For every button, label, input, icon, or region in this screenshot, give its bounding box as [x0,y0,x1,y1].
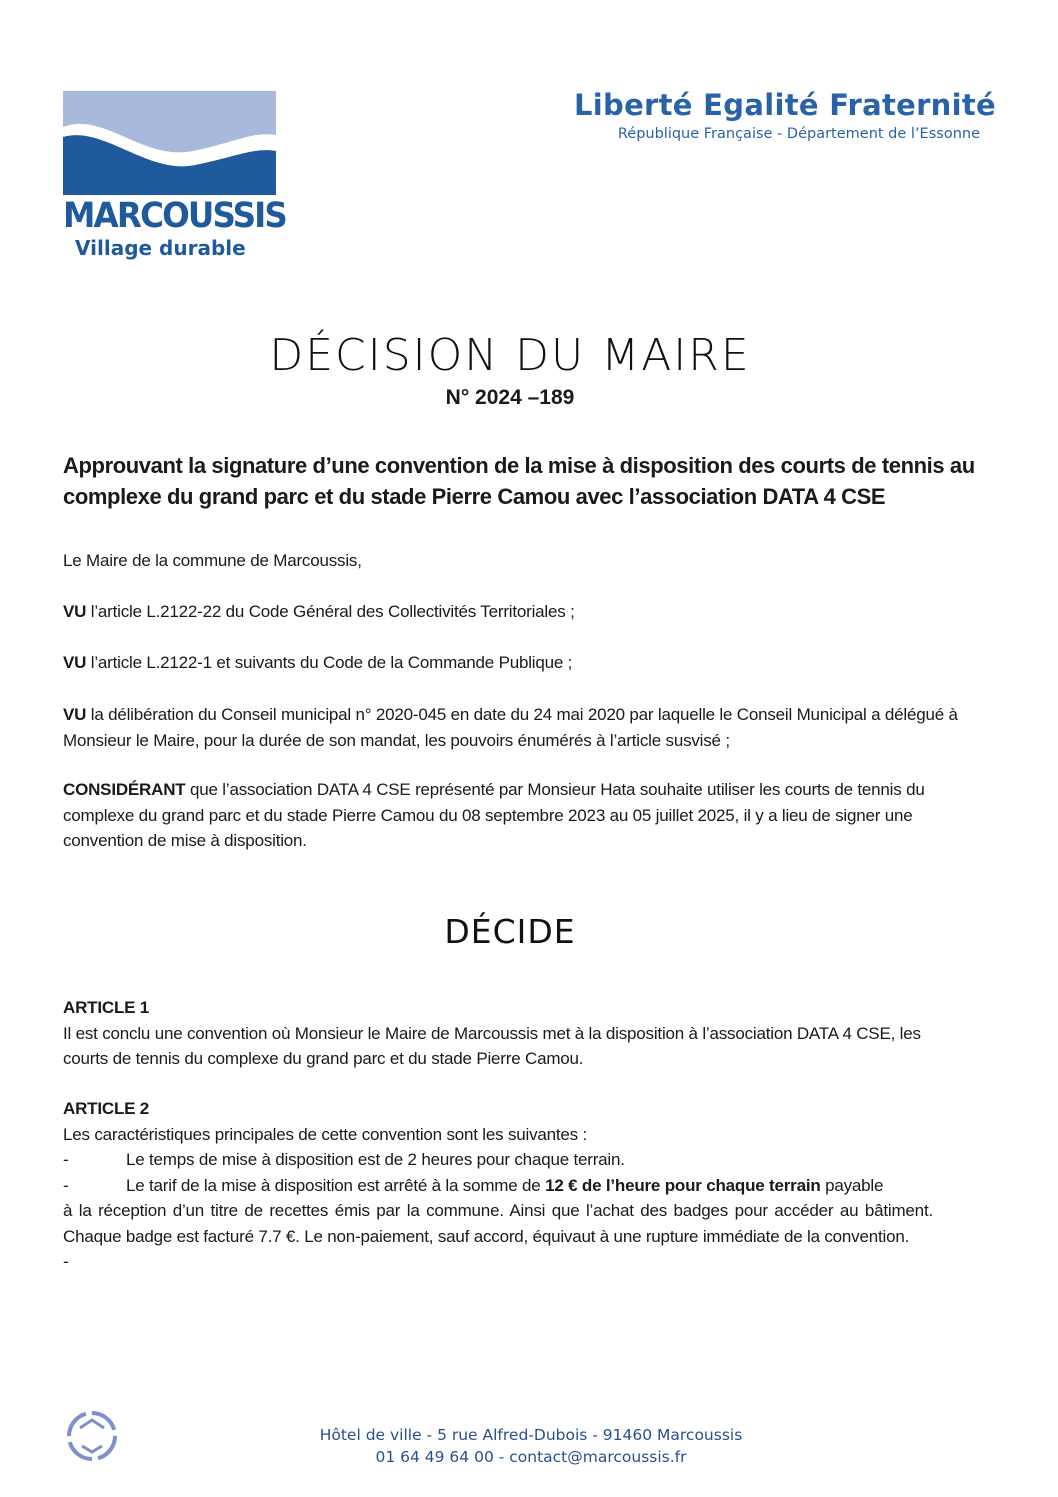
republic-motto: Liberté Egalité Fraternité [574,88,996,122]
article-1-text: Il est conclu une convention où Monsieur le Maire de Marcoussis met à la disposition à l’association DATA 4 CSE, les courts de tennis du complexe du grand parc et du stade Pierre Camou. [63,1023,921,1068]
footer-address: Hôtel de ville - 5 rue Alfred-Dubois - 91460 Marcoussis [319,1426,743,1444]
republic-subline: République Française - Département de l’Essonne [617,126,980,142]
vu-text: l’article L.2122-1 et suivants du Code de la Commande Publique ; [86,653,573,672]
logo-wave-icon [63,91,276,195]
vu-keyword: VU [63,653,87,672]
bullet-dash: - [63,1150,69,1169]
article-1 [63,995,968,1072]
article-2-intro: Les caractéristiques principales de cette convention sont les suivantes : [63,1124,588,1144]
footer-contact: 01 64 49 64 00 - contact@marcoussis.fr [375,1448,687,1466]
republic-header [574,88,996,142]
article-1-title: ARTICLE 1 [63,998,150,1017]
list-item [63,1147,933,1173]
vu-paragraph-3 [63,702,963,753]
intro-paragraph: Le Maire de la commune de Marcoussis, [63,551,362,570]
trailing-dash: - [63,1252,69,1271]
considerant-text: que l’association DATA 4 CSE représenté par Monsieur Hata souhaite utiliser les courts de tennis du complexe du grand parc et du stade Pierre Camou du 08 septembre 2023 au 05 juillet 2025, il y a lieu de signer une convention de mise à disposition. [63,780,925,850]
logo-name: MARCOUSSIS [63,196,287,236]
decision-number: N° 2024 –189 [445,386,575,409]
logo-tagline: Village durable [75,236,246,260]
document-title: DÉCISION DU MAIRE [269,330,751,381]
list-item [63,1173,933,1199]
article-2 [63,1096,933,1275]
considerant-keyword: CONSIDÉRANT [63,780,186,799]
considerant-paragraph [63,777,968,854]
vu-text: l’article L.2122-22 du Code Général des Collectivités Territoriales ; [86,602,575,621]
bullet-text-end: payable [820,1175,884,1195]
vu-keyword: VU [63,602,87,621]
decide-heading: DÉCIDE [444,912,576,951]
vu-paragraph-2 [63,650,963,676]
bullet-text: Le temps de mise à disposition est de 2 heures pour chaque terrain. [126,1150,625,1169]
article-2-title: ARTICLE 2 [63,1099,150,1118]
marcoussis-logo [63,91,287,261]
bullet-text [126,1173,883,1199]
decision-subject: Approuvant la signature d’une convention de la mise à disposition des courts de tennis au complexe du grand parc et du stade Pierre Camou avec l’association DATA 4 CSE [63,453,975,509]
vu-keyword: VU [63,705,87,724]
article-2-continuation: à la réception d’un titre de recettes émis par la commune. Ainsi que l’achat des badges pour accéder au bâtiment. Chaque badge est facturé 7.7 €. Le non-paiement, sauf accord, équivaut à une rupture immédiate de la convention. [63,1201,933,1246]
vu-paragraph-1 [63,599,963,625]
vu-text: la délibération du Conseil municipal n° 2020-045 en date du 24 mai 2020 par laquelle le Conseil Municipal a délégué à Monsieur le Maire, pour la durée de son mandat, les pouvoirs énumérés à l’article susvisé ; [63,705,958,750]
footer [0,1424,1058,1468]
bullet-text-start: Le tarif de la mise à disposition est arrêté à la somme de [126,1175,546,1195]
bullet-dash: - [63,1175,69,1195]
tariff-highlight: 12 € de l’heure pour chaque terrain [545,1175,821,1195]
